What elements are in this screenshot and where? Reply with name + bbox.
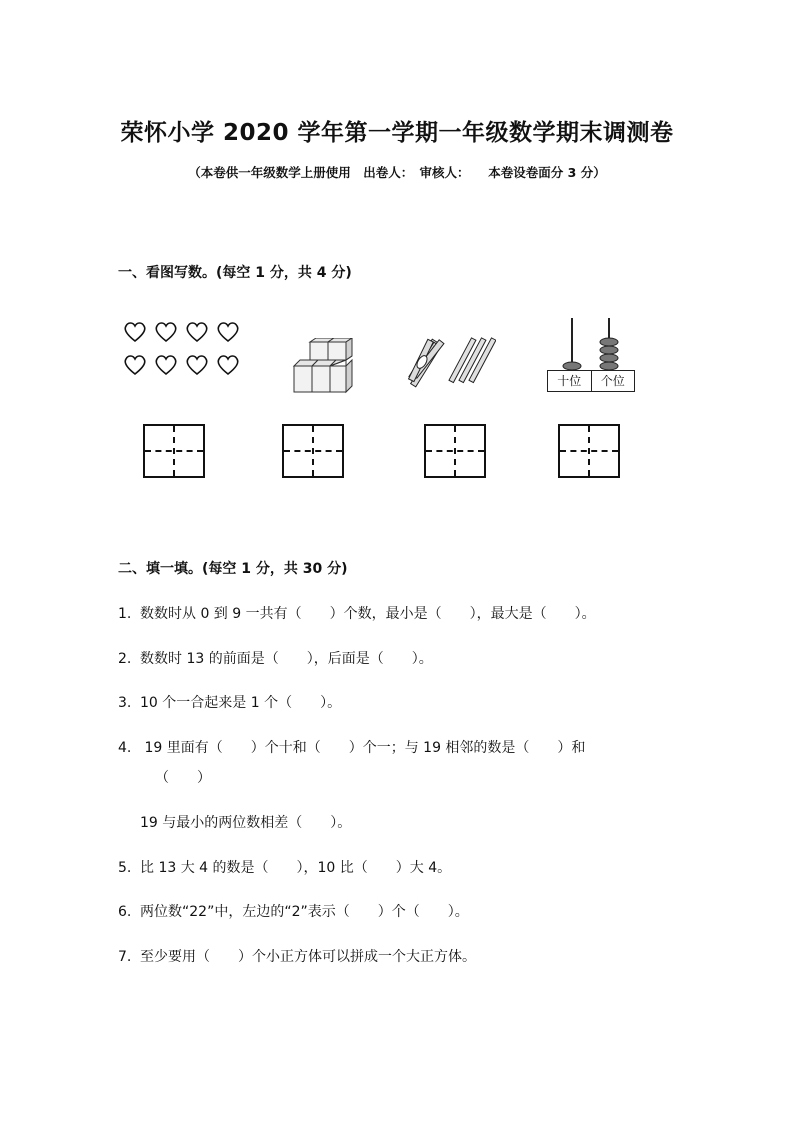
heart-icon — [156, 356, 175, 374]
question-text: 19 里面有（ ）个十和（ ）个一；与 19 相邻的数是（ ）和 — [140, 740, 586, 756]
answer-box-2[interactable] — [282, 424, 344, 478]
abacus-base — [547, 370, 635, 392]
question-text: 两位数“22”中，左边的“2”表示（ ）个（ ）。 — [140, 904, 469, 920]
abacus-bead-icon — [600, 362, 618, 370]
question-text: 至少要用（ ）个小正方体可以拼成一个大正方体。 — [140, 949, 476, 965]
question-number: 2. — [118, 651, 132, 667]
section1-heading: 一、看图写数。(每空 1 分，共 4 分) — [118, 265, 352, 281]
abacus-bead-icon — [600, 354, 618, 362]
question-4 — [118, 737, 585, 757]
question-3 — [118, 692, 341, 712]
heart-icon — [187, 356, 206, 374]
question-text: 数数时 13 的前面是（ ），后面是（ ）。 — [140, 651, 433, 667]
question-text: 10 个一合起来是 1 个（ ）。 — [140, 695, 342, 711]
page-subtitle: （本卷供一年级数学上册使用 出卷人： 审核人： 本卷设卷面分 3 分） — [188, 165, 606, 180]
question-number: 3. — [118, 695, 132, 711]
hearts-picture — [122, 316, 244, 382]
question-6 — [118, 901, 469, 921]
question-1 — [118, 603, 596, 623]
question-4-part-2 — [140, 812, 351, 832]
heart-icon — [218, 323, 237, 341]
question-7 — [118, 946, 476, 966]
question-number: 5. — [118, 860, 132, 876]
heart-icon — [218, 356, 237, 374]
abacus-ones-label: 个位 — [600, 374, 625, 388]
question-2 — [118, 648, 433, 668]
question-4-continued: （ ） — [155, 770, 211, 786]
question-number: 7. — [118, 949, 132, 965]
question-number: 6. — [118, 904, 132, 920]
answer-box-3[interactable] — [424, 424, 486, 478]
abacus-bead-icon — [600, 338, 618, 346]
abacus-rods — [545, 318, 637, 372]
question-text: 比 13 大 4 的数是（ ），10 比（ ）大 4。 — [140, 860, 452, 876]
answer-box-4[interactable] — [558, 424, 620, 478]
answer-box-1[interactable] — [143, 424, 205, 478]
stick-bundle-icon — [409, 339, 444, 387]
abacus-picture — [545, 318, 637, 394]
abacus-tens-label: 十位 — [548, 371, 592, 391]
section2-heading: 二、填一填。(每空 1 分，共 30 分) — [118, 561, 348, 577]
question-number: 1. — [118, 606, 132, 622]
question-text: 19 与最小的两位数相差（ ）。 — [140, 815, 352, 831]
question-5 — [118, 857, 451, 877]
abacus-bead-icon — [600, 346, 618, 354]
page-title: 荣怀小学 2020 学年第一学期一年级数学期末调测卷 — [120, 120, 674, 146]
heart-icon — [125, 323, 144, 341]
question-number: 4. — [118, 740, 132, 756]
heart-icon — [187, 323, 206, 341]
heart-icon — [156, 323, 175, 341]
question-text: 数数时从 0 到 9 一共有（ ）个数，最小是（ ），最大是（ ）。 — [140, 606, 596, 622]
abacus-bead-icon — [563, 362, 581, 370]
cubes-picture — [290, 338, 358, 396]
sticks-picture — [396, 330, 496, 392]
heart-icon — [125, 356, 144, 374]
